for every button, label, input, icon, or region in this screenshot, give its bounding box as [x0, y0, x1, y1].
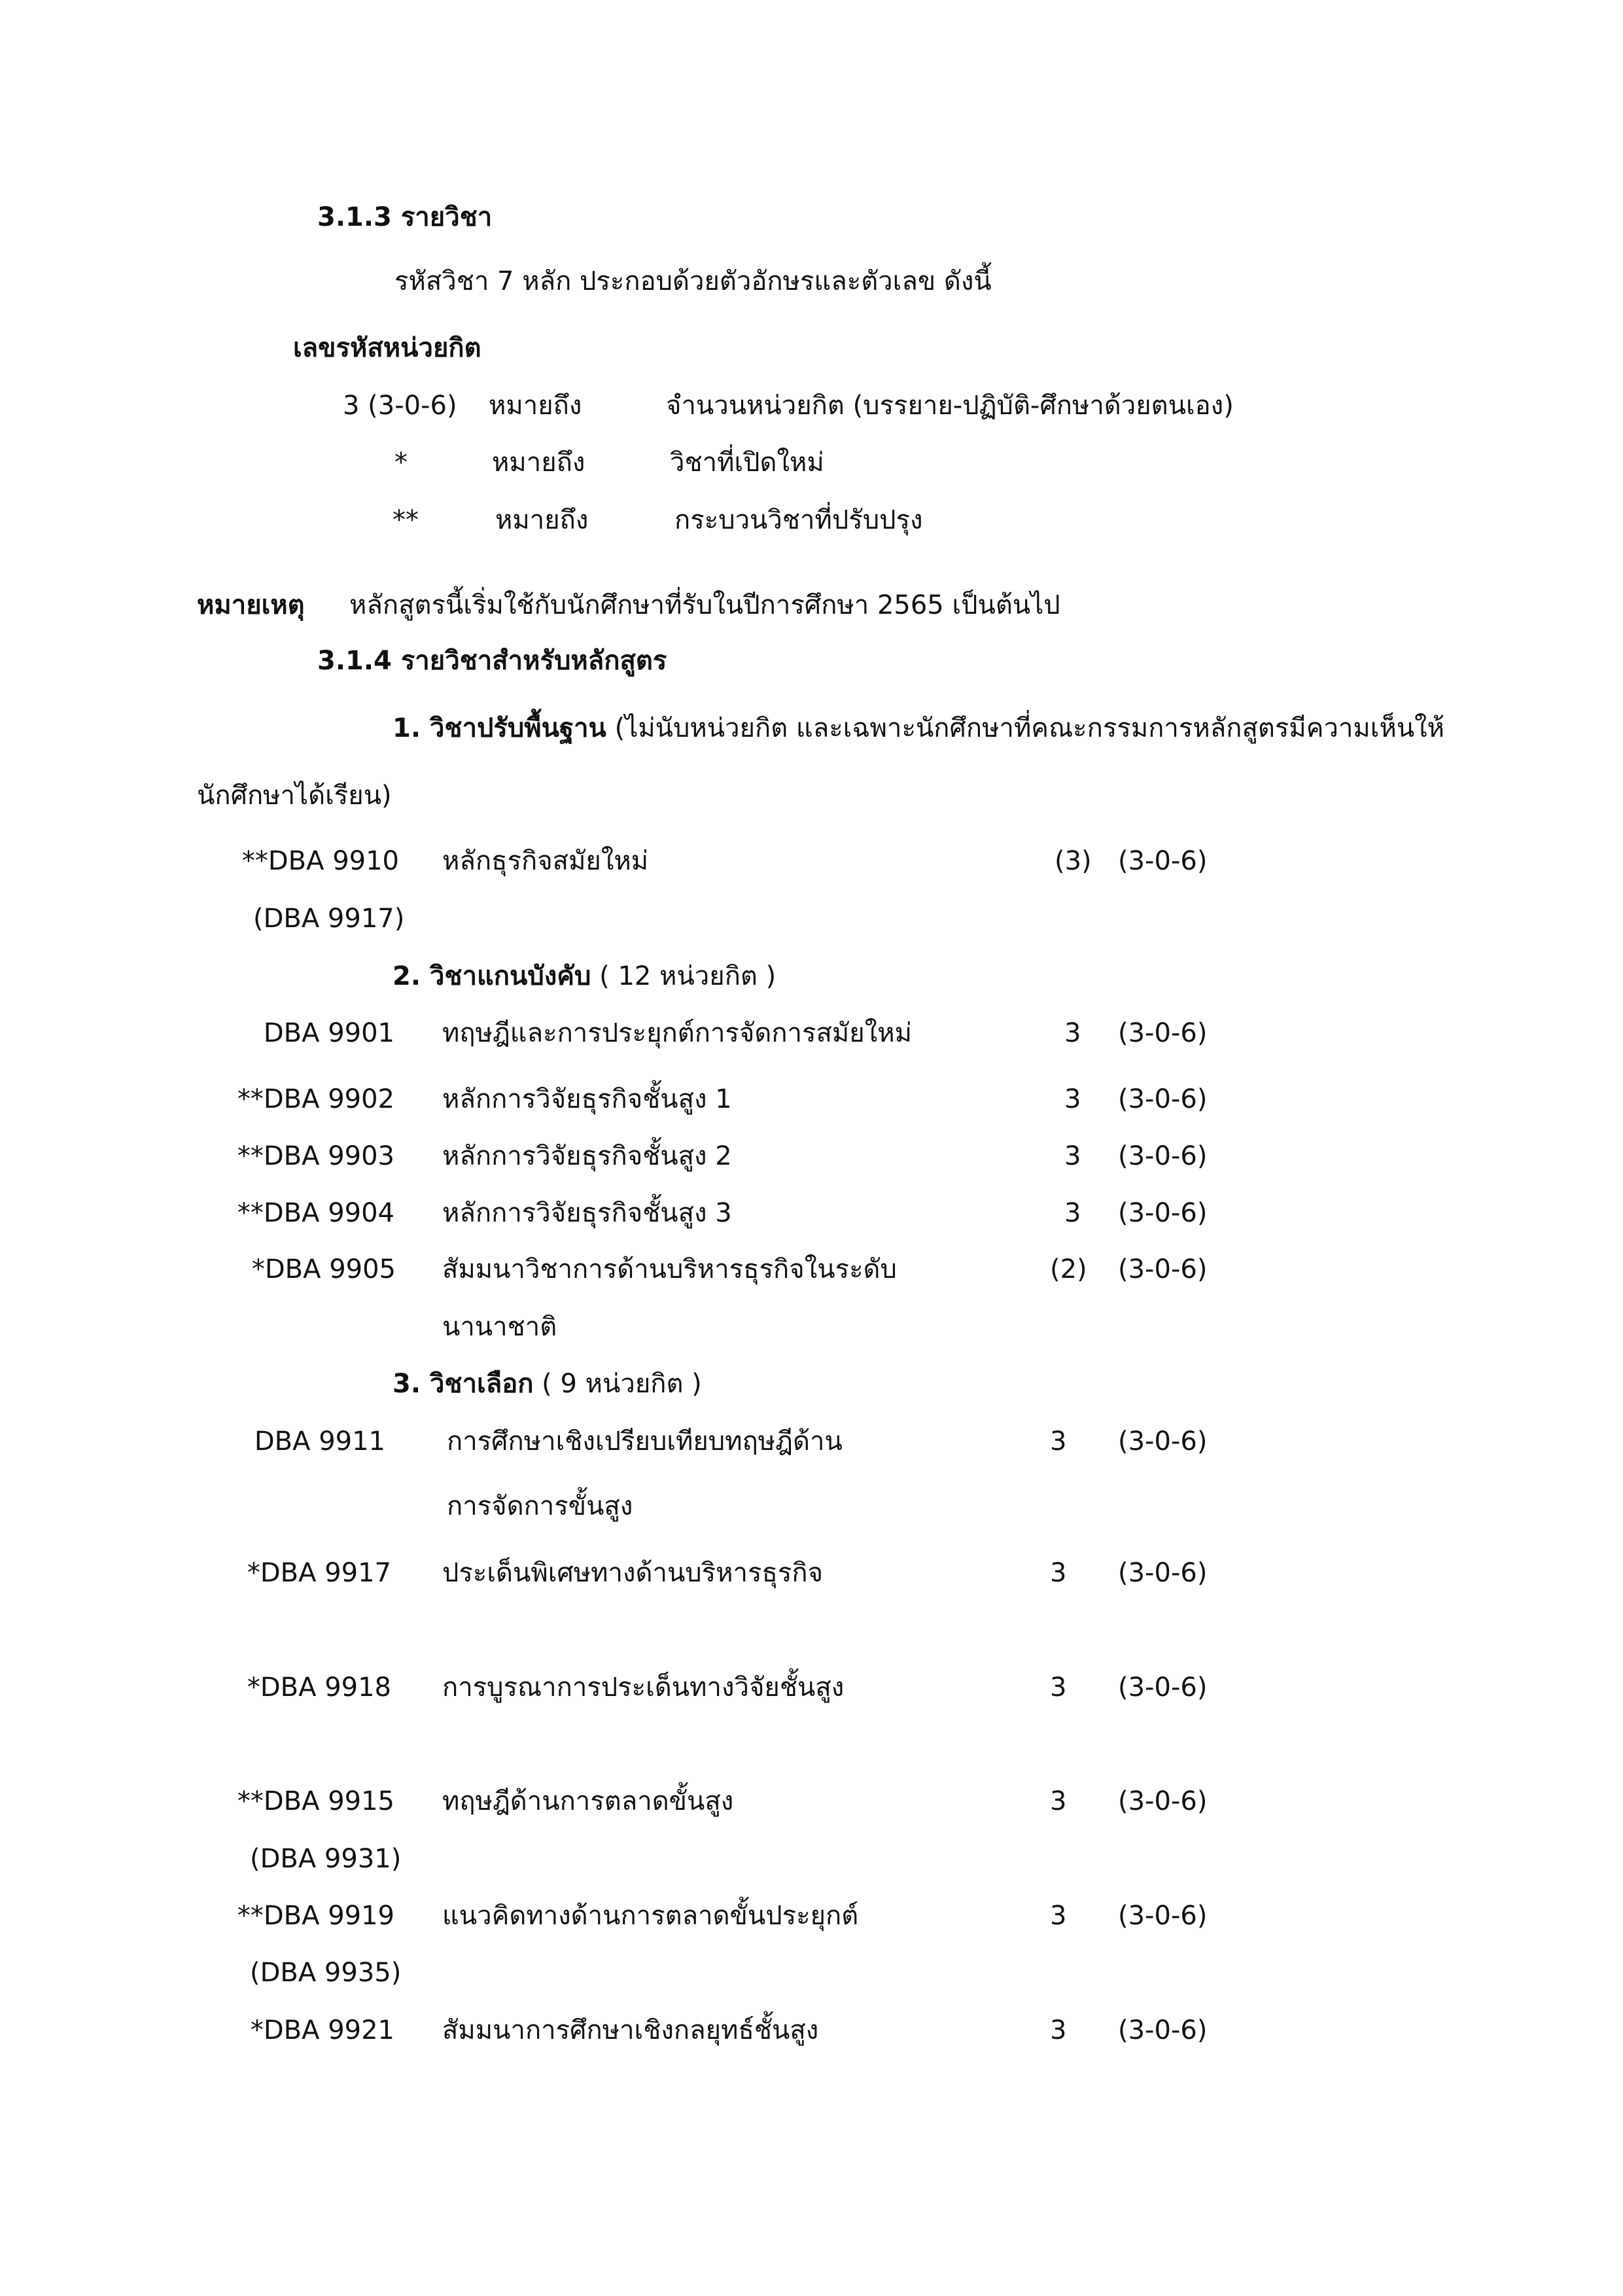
- legend-means: หมายถึง: [495, 505, 589, 535]
- group1-title: 1. วิชาปรับพื้นฐาน: [393, 713, 606, 743]
- legend-desc: กระบวนวิชาที่ปรับปรุง: [674, 505, 923, 535]
- group3-desc: ( 9 หน่วยกิต ): [533, 1369, 702, 1399]
- group2-title-line: [393, 963, 776, 989]
- course-credits: 3: [1050, 1672, 1067, 1703]
- course-code: **DBA 9919: [237, 1901, 394, 1931]
- course-hours: (3-0-6): [1118, 1558, 1208, 1588]
- course-hours: (3-0-6): [1118, 1018, 1208, 1048]
- course-name: ทฤษฎีและการประยุกต์การจัดการสมัยใหม่: [442, 1018, 912, 1048]
- course-name: สัมมนาการศึกษาเชิงกลยุทธ์ชั้นสูง: [442, 2015, 819, 2045]
- course-name: หลักการวิจัยธุรกิจชั้นสูง 1: [442, 1084, 732, 1114]
- course-name: ทฤษฎีด้านการตลาดขั้นสูง: [442, 1786, 734, 1816]
- course-hours: (3-0-6): [1118, 1141, 1208, 1171]
- group1-desc: (ไม่นับหน่วยกิต และเฉพาะนักศึกษาที่คณะกรรมการหลักสูตรมีความเห็นให้: [606, 713, 1445, 743]
- course-code: *DBA 9905: [251, 1254, 396, 1284]
- section-313-heading: 3.1.3 รายวิชา: [317, 202, 493, 232]
- legend-symbol: 3 (3-0-6): [343, 391, 457, 421]
- group3-title: 3. วิชาเลือก: [393, 1369, 534, 1399]
- legend-means: หมายถึง: [489, 391, 582, 421]
- course-hours: (3-0-6): [1118, 1254, 1208, 1284]
- course-credits: 3: [1064, 1018, 1081, 1048]
- course-credits: 3: [1050, 1901, 1067, 1931]
- course-code: **DBA 9902: [237, 1084, 394, 1114]
- course-name: การศึกษาเชิงเปรียบเทียบทฤษฎีด้าน: [447, 1426, 843, 1457]
- legend-desc: จำนวนหน่วยกิต (บรรยาย-ปฏิบัติ-ศึกษาด้วยตนเอง): [666, 391, 1234, 421]
- course-name-continued: การจัดการขั้นสูง: [447, 1491, 633, 1521]
- note-label: หมายเหตุ: [197, 590, 305, 620]
- course-code: **DBA 9904: [237, 1198, 394, 1228]
- group2-desc: ( 12 หน่วยกิต ): [591, 961, 777, 991]
- legend-symbol: *: [394, 448, 408, 478]
- course-code: DBA 9901: [263, 1018, 394, 1048]
- course-hours: (3-0-6): [1118, 1198, 1208, 1228]
- course-hours: (3-0-6): [1118, 1901, 1208, 1931]
- legend-symbol: **: [393, 505, 419, 535]
- course-credits: 3: [1050, 1426, 1067, 1457]
- course-name: สัมมนาวิชาการด้านบริหารธุรกิจในระดับ: [442, 1254, 897, 1284]
- course-name: แนวคิดทางด้านการตลาดขั้นประยุกต์: [442, 1901, 859, 1931]
- note-text: หลักสูตรนี้เริ่มใช้กับนักศึกษาที่รับในปีการศึกษา 2565 เป็นต้นไป: [349, 590, 1060, 620]
- course-code: *DBA 9918: [247, 1672, 391, 1703]
- course-credits: 3: [1050, 1558, 1067, 1588]
- course-name: หลักการวิจัยธุรกิจชั้นสูง 3: [442, 1198, 732, 1228]
- course-credits: 3: [1050, 1786, 1067, 1816]
- group2-title: 2. วิชาแกนบังคับ: [393, 961, 591, 991]
- course-credits: 3: [1050, 2015, 1067, 2045]
- course-credits: 3: [1064, 1198, 1081, 1228]
- course-code: **DBA 9915: [237, 1786, 394, 1816]
- course-credits: 3: [1064, 1141, 1081, 1171]
- course-name: หลักการวิจัยธุรกิจชั้นสูง 2: [442, 1141, 732, 1171]
- group1-desc-continued: นักศึกษาได้เรียน): [197, 781, 392, 811]
- course-credits: 3: [1064, 1084, 1081, 1114]
- course-name: หลักธุรกิจสมัยใหม่: [442, 846, 649, 876]
- legend-desc: วิชาที่เปิดใหม่: [670, 448, 824, 478]
- course-hours: (3-0-6): [1118, 1426, 1208, 1457]
- course-name: การบูรณาการประเด็นทางวิจัยชั้นสูง: [442, 1672, 845, 1703]
- course-code: DBA 9911: [254, 1426, 385, 1457]
- course-old-code: (DBA 9931): [250, 1844, 402, 1874]
- group3-title-line: [393, 1371, 702, 1397]
- course-code: *DBA 9921: [250, 2015, 394, 2045]
- course-credits: (3): [1055, 846, 1092, 876]
- course-old-code: (DBA 9917): [253, 904, 405, 934]
- course-hours: (3-0-6): [1118, 1786, 1208, 1816]
- course-old-code: (DBA 9935): [250, 1958, 402, 1988]
- course-code: **DBA 9903: [237, 1141, 394, 1171]
- course-code: *DBA 9917: [247, 1558, 391, 1588]
- course-hours: (3-0-6): [1118, 846, 1208, 876]
- course-hours: (3-0-6): [1118, 1672, 1208, 1703]
- legend-means: หมายถึง: [492, 448, 585, 478]
- course-credits: (2): [1050, 1254, 1087, 1284]
- group1-title-line: [393, 715, 1444, 741]
- legend-heading: เลขรหัสหน่วยกิต: [293, 333, 481, 363]
- course-name: ประเด็นพิเศษทางด้านบริหารธุรกิจ: [442, 1558, 824, 1588]
- course-hours: (3-0-6): [1118, 2015, 1208, 2045]
- course-name-continued: นานาชาติ: [442, 1312, 557, 1342]
- section-314-heading: 3.1.4 รายวิชาสำหรับหลักสูตร: [317, 646, 667, 676]
- course-hours: (3-0-6): [1118, 1084, 1208, 1114]
- section-313-intro: รหัสวิชา 7 หลัก ประกอบด้วยตัวอักษรและตัวเลข ดังนี้: [394, 266, 992, 296]
- course-code: **DBA 9910: [241, 846, 399, 876]
